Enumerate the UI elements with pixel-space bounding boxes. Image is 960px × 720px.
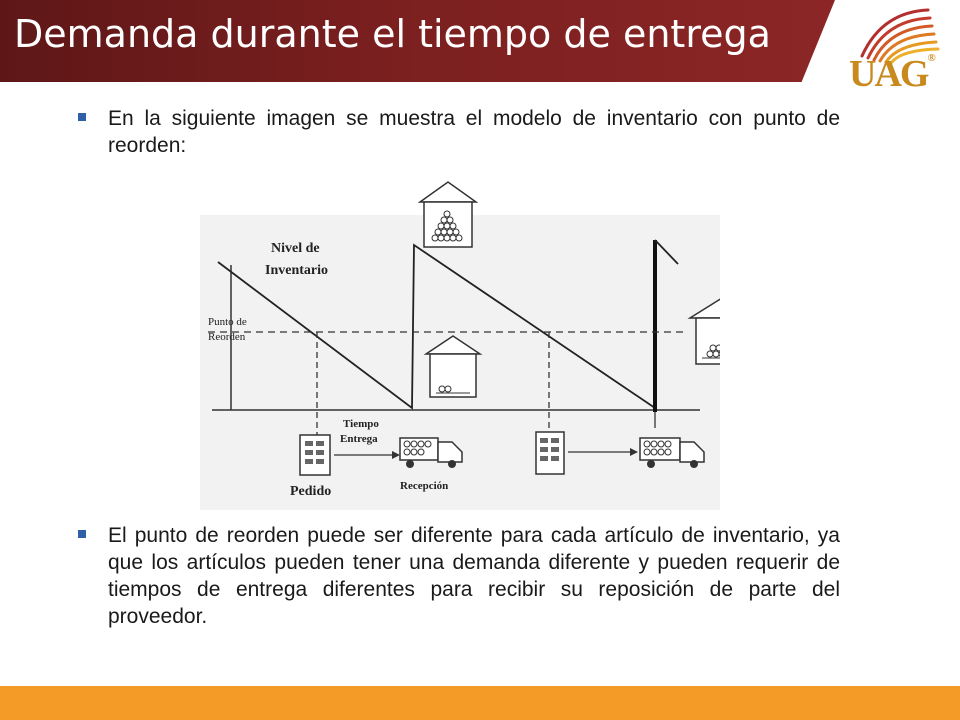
- lead-time-label-1: Tiempo: [343, 418, 379, 430]
- reorder-label-2: Reorden: [208, 331, 246, 343]
- level-label-2: Inventario: [265, 263, 328, 278]
- reorder-label-1: Punto de: [208, 316, 247, 328]
- logo-text: UAG®: [849, 52, 934, 95]
- warehouse-full-icon: [420, 182, 476, 247]
- bullet-marker: [78, 530, 86, 538]
- order-document-icon: [300, 435, 330, 475]
- order-label: Pedido: [290, 484, 332, 499]
- reception-label: Recepción: [400, 480, 449, 492]
- bullet-marker: [78, 113, 86, 121]
- bullet-2: [78, 522, 840, 630]
- slide-title: Demanda durante el tiempo de entrega: [14, 12, 771, 56]
- bullet-1: [78, 105, 840, 159]
- bullet-2-text: El punto de reorden puede ser diferente para cada artículo de inventario, ya que los artículos pueden tener una demanda diferente y pueden requerir de tiempos de entrega diferentes para recibir su reposición de parte del proveedor.: [108, 524, 840, 628]
- inventory-reorder-diagram: [200, 180, 720, 510]
- lead-time-label-2: Entrega: [340, 433, 378, 445]
- level-label-1: Nivel de: [271, 241, 320, 256]
- order-document-icon-2: [536, 432, 564, 474]
- bullet-1-text: En la siguiente imagen se muestra el modelo de inventario con punto de reorden:: [108, 107, 840, 157]
- footer-bar: [0, 686, 960, 720]
